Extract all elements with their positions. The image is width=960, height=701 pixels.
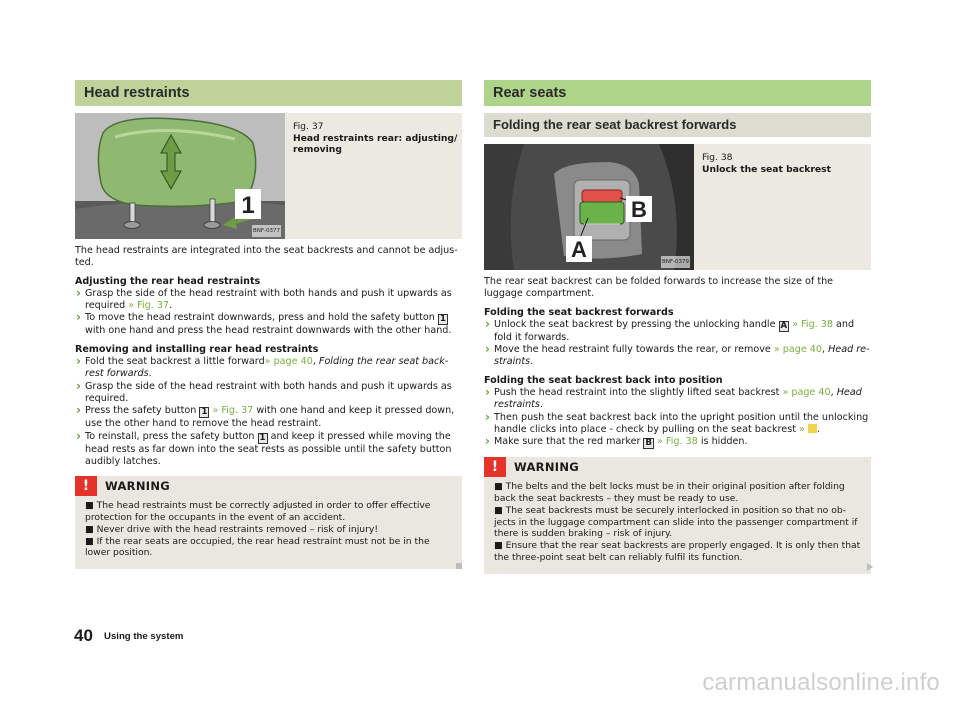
page-40-link[interactable]: » page 40 [782,387,831,399]
figure-38-number: Fig. 38 [702,152,733,163]
step-text: , [312,356,319,368]
remove-step-4 [75,431,462,469]
section-title-rear-seats: Rear seats [484,80,871,106]
remove-heading: Removing and installing rear head restraints [75,343,319,355]
fold-heading: Folding the seat backrest forwards [484,306,674,318]
figure-38-callout-a: A [571,237,587,262]
back-step-1 [484,387,871,412]
figure-38-caption [702,152,831,175]
safety-button-key: 1 [258,433,268,444]
step-text: Press the safety button [85,405,200,417]
section-end-icon [456,563,462,569]
warning-title: WARNING [514,460,579,475]
fig-37-link[interactable]: » Fig. 37 [209,405,254,417]
safety-button-key: 1 [199,407,209,418]
step-text: Move the head restraint fully towards the rear, or remove [494,344,774,356]
warning-icon: ! [484,457,506,477]
safety-button-key: 1 [438,314,448,325]
seat-unlock-drawing [484,144,694,270]
fig-38-link[interactable]: » Fig. 38 [653,436,698,448]
watermark: carmanualsonline.info [702,669,940,696]
fold-step-2 [484,344,871,369]
step-text: Push the head restraint into the slightly lifted seat backrest [494,387,783,399]
back-step-2 [484,412,871,437]
step-text: with one hand and press the head restraint downwards with the other hand. [85,325,452,337]
handle-a-key: A [780,320,788,331]
step-text: Unlock the seat backrest by pressing the unlocking handle [494,318,779,330]
step-text: To move the head restraint downwards, press and hold the safety button [85,312,438,324]
figure-38 [484,144,871,270]
head-restraint-drawing [75,113,285,239]
warning-ref-icon[interactable] [808,424,817,433]
figure-37-illustration [75,113,285,239]
warning-item: ■ Ensure that the rear seat backrests are properly engaged. It is only then that the three-point seat belt can reliably fulfil its function. [494,540,861,564]
head-restraints-intro: The head restraints are integrated into the seat backrests and cannot be adjus-ted. [75,245,458,269]
back-step-3 [484,436,871,449]
page-40-link[interactable]: » page 40 [773,344,822,356]
figure-38-code: BNF-0379 [661,256,690,268]
figure-37-number: Fig. 37 [293,121,324,132]
step-text: To reinstall, press the safety button [85,430,258,442]
warning-icon: ! [75,476,97,496]
remove-step-2: › Grasp the side of the head restraint with both hands and push it upwards as required. [75,381,462,406]
step-text: Make sure that the red marker [494,436,644,448]
head-restraints-link-text: Head re-straints [494,344,870,368]
step-text: and keep it pressed while moving the head rests as far down into the seat rests as possible until the safety button audibly latches. [85,430,452,467]
warning-item: ■ The belts and the belt locks must be in their original position after folding back the seat backrests – they must be ready to use. [494,481,845,505]
adjust-heading: Adjusting the rear head restraints [75,275,261,287]
folding-rear-seat-link-text: Folding the rear seat back-rest forwards [85,356,449,380]
figure-37 [75,113,462,239]
step-text: , [830,387,837,399]
step-text: Fold the seat backrest a little forward [85,356,265,368]
figure-38-illustration [484,144,694,270]
rear-seats-intro: The rear seat backrest can be folded forwards to increase the size of the luggage compartment. [484,276,834,300]
page-number: 40 [74,626,93,645]
page-footer [74,626,183,646]
warning-title: WARNING [105,479,170,494]
footer-section: Using the system [104,631,184,642]
step-text: and fold it forwards. [494,318,855,343]
adjust-step-1: › Grasp the side of the head restraint with both hands and push it upwards as required » Fig. 37. [75,288,462,313]
warning-link[interactable]: » [799,423,808,435]
back-heading: Folding the seat backrest back into position [484,374,723,386]
step-text: Grasp the side of the head restraint with both hands and push it upwards as required [85,287,452,312]
warning-item: ■ Never drive with the head restraints removed – risk of injury! [85,523,378,535]
fig-37-link[interactable]: » Fig. 37 [128,300,170,312]
warning-box-left [75,476,462,569]
left-column [75,80,462,569]
remove-step-3 [75,405,462,430]
page-40-link[interactable]: » page 40 [264,356,313,368]
adjust-step-2 [75,312,462,337]
right-column [484,80,871,574]
fig-38-link[interactable]: » Fig. 38 [789,318,833,330]
remove-step-1: › Fold the seat backrest a little forward» page 40, Folding the rear seat back-rest forwards. [75,356,462,381]
figure-38-callout-b: B [631,197,647,222]
warning-box-right [484,457,871,574]
figure-38-title: Unlock the seat backrest [702,163,832,175]
warning-body [75,496,462,559]
warning-body [484,477,871,564]
step-text: Then push the seat backrest back into the upright position until the unlocking handle clicks into place - check by pulling on the seat backrest [494,411,869,435]
step-text: . [816,423,820,435]
step-text: is hidden. [697,436,748,448]
figure-37-callout: 1 [241,192,255,219]
warning-header [484,457,871,477]
section-title-head-restraints: Head restraints [75,80,462,106]
continue-arrow-icon [867,563,873,571]
figure-37-title: Head restraints rear: adjusting/ removing [293,132,458,155]
step-text: . [530,356,534,368]
head-restraints-link-text: Head restraints [494,387,862,411]
warning-item: ■ The seat backrests must be securely interlocked in position so that no ob-jects in the luggage compartment can slide into the passenger compartment if there is sudden braking – risk of injury. [494,504,858,540]
figure-37-caption [293,121,462,156]
sub-title-folding: Folding the rear seat backrest forwards [484,113,871,137]
step-text: , [821,344,829,356]
warning-header [75,476,462,496]
warning-item: ■ The head restraints must be correctly adjusted in order to offer effective protection for the occupants in the event of an accident. [85,500,431,523]
fold-step-1 [484,319,871,344]
warning-item: ■ If the rear seats are occupied, the rear head restraint must not be in the lower position. [85,535,430,559]
step-text: . [539,399,543,411]
step-text: with one hand and keep it pressed down, use the other hand to remove the head restraint. [85,405,455,430]
figure-37-code: BNF-0377 [252,225,281,237]
marker-b-key: B [645,438,652,449]
